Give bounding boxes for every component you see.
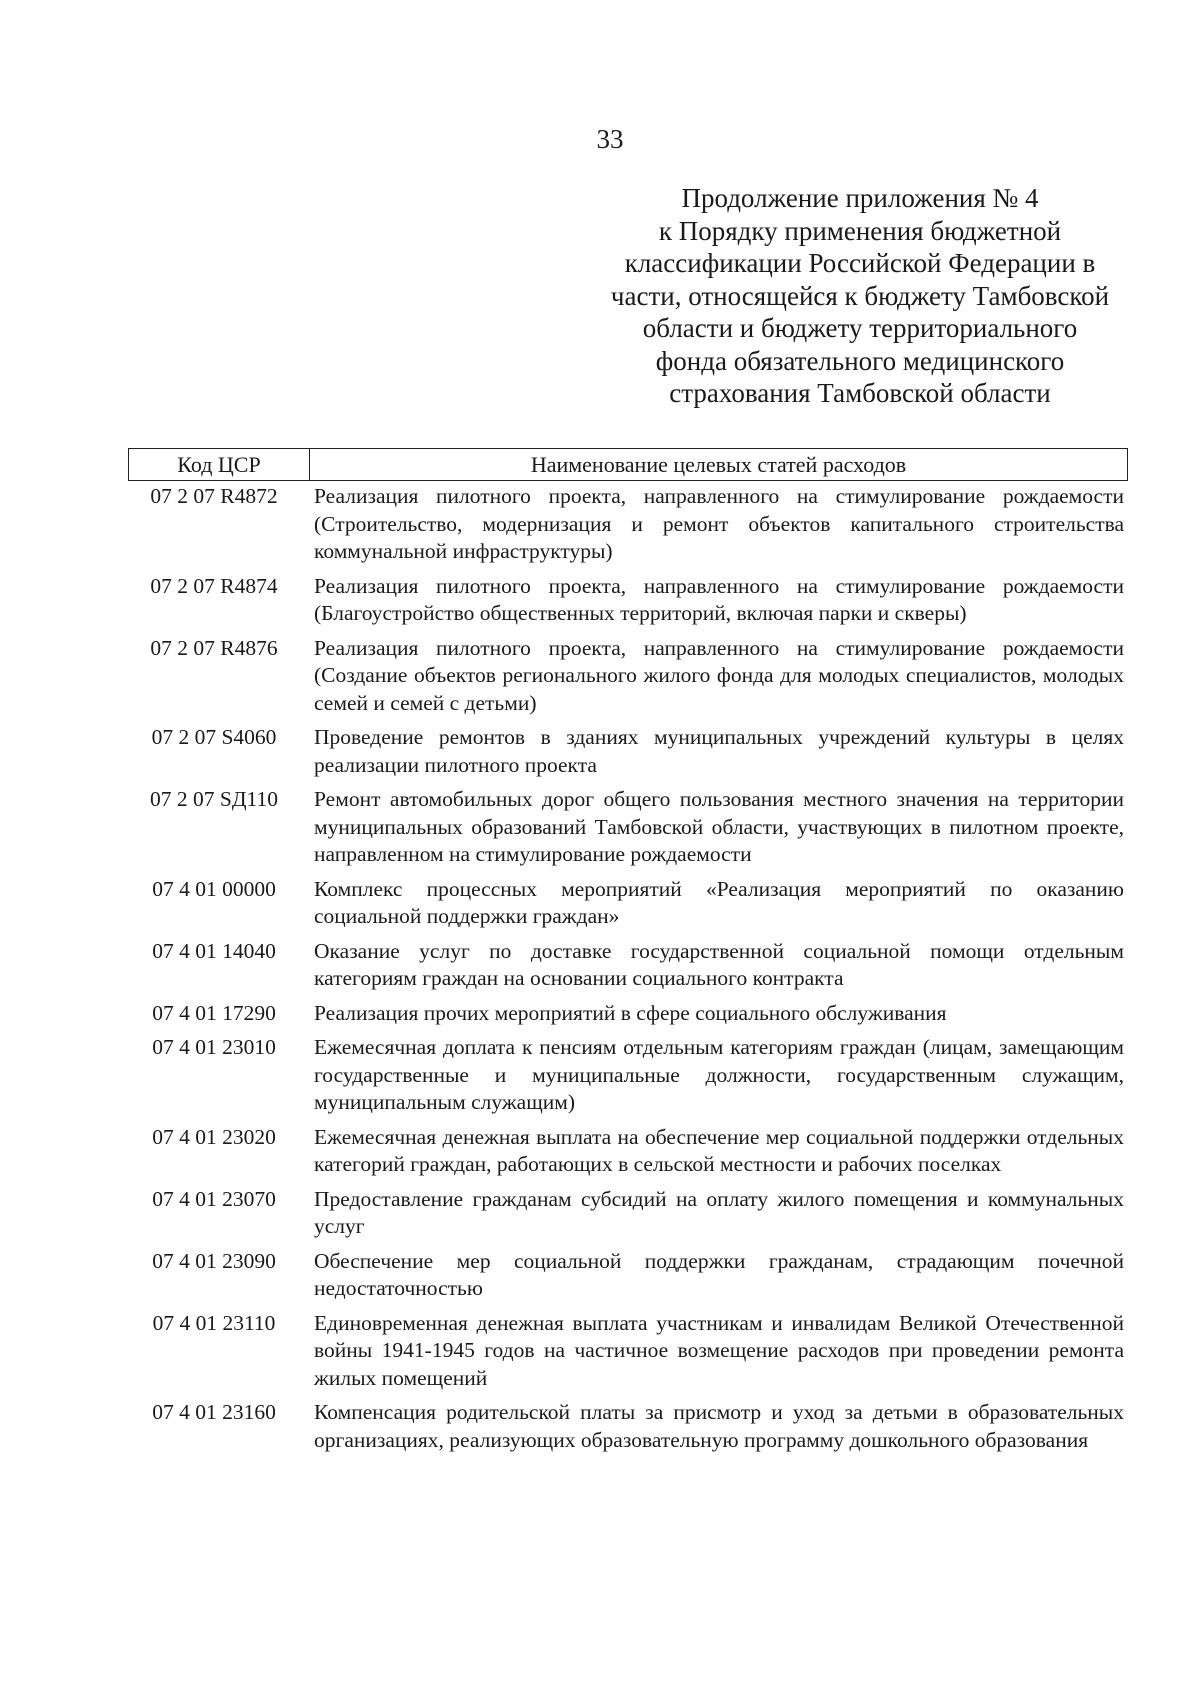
table-header: [128, 448, 1128, 481]
row-code: 07 2 07 S4060: [151, 725, 277, 749]
appendix-header-line: фонда обязательного медицинского: [655, 345, 1065, 376]
row-code: 07 4 01 23070: [152, 1186, 276, 1211]
row-code: 07 2 07 R4874: [150, 573, 278, 598]
row-code: 07 4 01 23160: [152, 1400, 276, 1424]
row-name: Единовременная денежная выплата участникам и инвалидам Великой Отечественной войны 1941-1945 годов на частичное возмещение расходов при проведении ремонта жилых помещений: [314, 1310, 1124, 1390]
row-name: Реализация пилотного проекта, направленного на стимулирование рождаемости (Благоустройство общественных территорий, включая парки и скверы): [314, 573, 1124, 625]
table-row: [128, 724, 1128, 779]
appendix-header-line: области и бюджету территориального: [642, 313, 1078, 343]
column-header-name: Наименование целевых статей расходов: [530, 452, 907, 477]
table-row: [128, 1399, 1128, 1454]
table-body: [128, 483, 1128, 1454]
row-code: 07 4 01 23110: [152, 1310, 276, 1335]
row-code: 07 2 07 R4872: [150, 484, 278, 508]
row-name: Предоставление гражданам субсидий на оплату жилого помещения и коммунальных услуг: [314, 1186, 1124, 1238]
row-name: Проведение ремонтов в зданиях муниципальных учреждений культуры в целях реализации пилотного проекта: [314, 725, 1124, 777]
table-row: [128, 573, 1128, 628]
table-row: [128, 938, 1128, 993]
table-row: [128, 1186, 1128, 1241]
row-name: Ежемесячная денежная выплата на обеспечение мер социальной поддержки отдельных категорий граждан, работающих в сельской местности и рабочих поселках: [314, 1124, 1124, 1176]
row-code: 07 4 01 23090: [152, 1248, 276, 1273]
row-name: Оказание услуг по доставке государственной социальной помощи отдельным категориям граждан на основании социального контракта: [314, 938, 1124, 990]
appendix-header: [590, 182, 1130, 410]
row-code: 07 2 07 R4876: [150, 635, 278, 660]
row-name: Ежемесячная доплата к пенсиям отдельным категориям граждан (лицам, замещающим государственные и муниципальные должности, государственным служащим, муниципальным служащим): [314, 1035, 1124, 1114]
appendix-header-line: части, относящейся к бюджету Тамбовской: [610, 280, 1110, 311]
row-name: Ремонт автомобильных дорог общего пользования местного значения на территории муниципальных образований Тамбовской области, участвующих в пилотном проекте, направленном на стимулирование рождаемости: [314, 787, 1124, 866]
row-name: Реализация пилотного проекта, направленного на стимулирование рождаемости (Строительство, модернизация и ремонт объектов капитального строительства коммунальной инфраструктуры): [314, 484, 1124, 563]
appendix-header-line: классификации Российской Федерации в: [624, 248, 1096, 278]
table-row: [128, 1124, 1128, 1179]
appendix-header-line: страхования Тамбовской области: [669, 378, 1051, 408]
row-code: 07 2 07 SД110: [150, 787, 278, 811]
table-row: [128, 1034, 1128, 1117]
appendix-header-line: к Порядку применения бюджетной: [658, 215, 1062, 246]
page-number: 33: [596, 124, 624, 154]
row-name: Компенсация родительской платы за присмотр и уход за детьми в образовательных организациях, реализующих образовательную программу дошкольного образования: [314, 1400, 1124, 1452]
row-code: 07 4 01 23020: [152, 1124, 276, 1149]
expense-items-table: [128, 448, 1128, 1461]
row-name: Реализация пилотного проекта, направленного на стимулирование рождаемости (Создание объектов регионального жилого фонда для молодых специалистов, молодых семей и семей с детьми): [314, 635, 1124, 715]
row-name: Обеспечение мер социальной поддержки гражданам, страдающим почечной недостаточностью: [314, 1248, 1124, 1300]
row-code: 07 4 01 23010: [152, 1035, 276, 1059]
table-row: [128, 1000, 1128, 1028]
table-row: [128, 786, 1128, 869]
row-code: 07 4 01 17290: [152, 1000, 276, 1025]
row-code: 07 4 01 00000: [152, 876, 276, 901]
table-row: [128, 483, 1128, 566]
appendix-header-line: Продолжение приложения № 4: [681, 183, 1039, 213]
table-row: [128, 1248, 1128, 1303]
table-row: [128, 876, 1128, 931]
row-code: 07 4 01 14040: [152, 938, 276, 963]
table-row: [128, 1310, 1128, 1393]
table-row: [128, 635, 1128, 718]
row-name: Реализация прочих мероприятий в сфере социального обслуживания: [314, 1000, 947, 1025]
row-name: Комплекс процессных мероприятий «Реализация мероприятий по оказанию социальной поддержки граждан»: [314, 876, 1124, 928]
column-header-code: Код ЦСР: [129, 449, 310, 480]
